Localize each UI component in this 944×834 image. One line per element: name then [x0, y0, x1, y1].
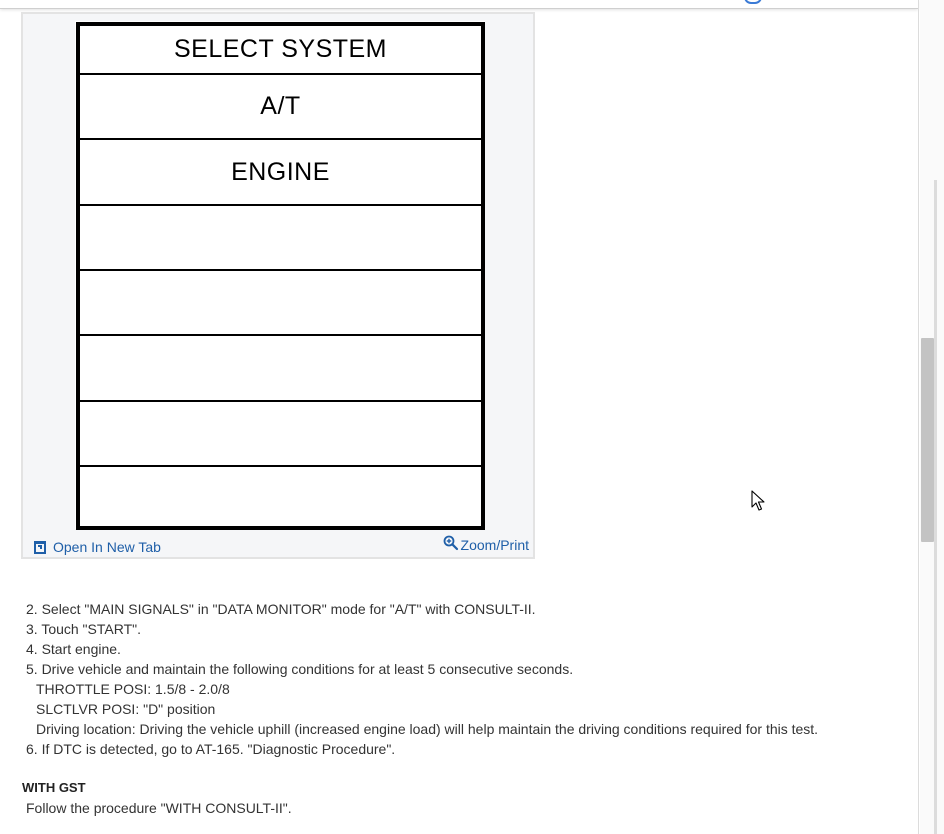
table-row-empty — [80, 467, 481, 526]
zoom-in-icon — [443, 535, 459, 551]
zoom-print-label: Zoom/Print — [460, 537, 529, 553]
step-3: 3. Touch "START". — [26, 621, 141, 637]
table-row-header: SELECT SYSTEM — [80, 26, 481, 75]
scrollbar-thumb[interactable] — [921, 338, 934, 542]
table-row-engine: ENGINE — [80, 140, 481, 206]
top-bar — [0, 0, 918, 9]
condition-driving-location: Driving location: Driving the vehicle uphill (increased engine load) will help maintain the driving conditions required for this test. — [36, 721, 819, 737]
step-5: 5. Drive vehicle and maintain the following conditions for at least 5 consecutive seconds. — [26, 661, 574, 677]
procedure-steps — [26, 599, 906, 759]
table-row-empty — [80, 402, 481, 467]
step-6: 6. If DTC is detected, go to AT-165. "Diagnostic Procedure". — [26, 741, 396, 757]
with-gst-heading: WITH GST — [22, 780, 86, 795]
scrollbar-rail — [934, 180, 937, 834]
table-row-empty — [80, 206, 481, 271]
zoom-print-link[interactable] — [443, 537, 529, 553]
open-in-new-tab-label: Open In New Tab — [53, 539, 161, 555]
content-edge-divider — [918, 0, 919, 834]
table-row-at: A/T — [80, 75, 481, 140]
with-gst-text: Follow the procedure "WITH CONSULT-II". — [26, 800, 292, 816]
top-bar-icon-fragment — [744, 0, 762, 4]
condition-throttle: THROTTLE POSI: 1.5/8 - 2.0/8 — [36, 681, 230, 697]
step-4: 4. Start engine. — [26, 641, 121, 657]
open-in-new-tab-link[interactable] — [34, 539, 161, 555]
table-row-empty — [80, 271, 481, 336]
condition-selector-lever: SLCTLVR POSI: "D" position — [36, 701, 216, 717]
select-system-figure — [75, 21, 485, 529]
table-row-empty — [80, 336, 481, 402]
open-new-tab-icon — [34, 541, 46, 554]
mouse-pointer-icon — [751, 490, 765, 512]
figure-frame — [21, 12, 535, 559]
figure-footer — [23, 535, 533, 557]
step-2: 2. Select "MAIN SIGNALS" in "DATA MONITOR" mode for "A/T" with CONSULT-II. — [26, 601, 536, 617]
select-system-table — [76, 22, 485, 530]
